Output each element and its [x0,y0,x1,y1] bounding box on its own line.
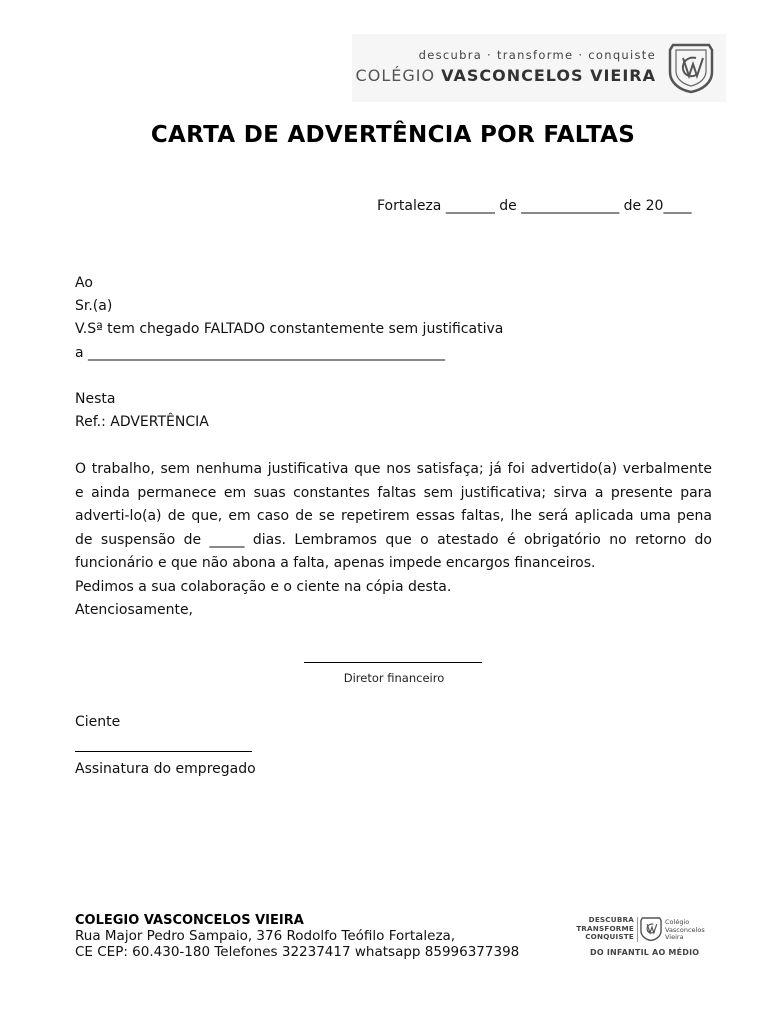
director-signature-label: Diretor financeiro [343,671,445,685]
closing-line: Atenciosamente, [75,602,194,618]
body-paragraph [75,458,712,623]
employee-signature-label: Assinatura do empregado [75,761,256,777]
logo-school-name [356,66,656,85]
shield-logo-icon [668,42,714,94]
footer-logo-name-line: Vasconcelos [665,925,705,934]
footer-logo-name-line: Colégio [665,918,690,926]
employee-signature-line [75,751,252,752]
body-line: funcionário e que não abona a falta, apenas impede encargos financeiros. [75,555,596,571]
footer-logo [566,912,716,962]
footer-address-line: Rua Major Pedro Sampaio, 376 Rodolfo Teófilo Fortaleza, [75,928,456,944]
header-logo [352,34,726,102]
address-line-ao: Ao [75,275,93,291]
body-line: de suspensão de _____ dias. Lembramos que o atestado é obrigatório no retorno do [75,531,712,548]
footer-address [75,928,519,960]
shield-logo-icon [640,916,662,942]
director-signature-line [304,662,482,663]
footer-logo-name-line: Vieira [665,933,684,942]
ciente-label: Ciente [75,714,121,730]
date-line: Fortaleza _______ de ______________ de 20____ [377,198,692,214]
body-line: e ainda permanece em suas constantes faltas sem justificativa; sirva a presente para [75,484,712,501]
ref-line-nesta: Nesta [75,391,116,407]
body-line: O trabalho, sem nenhuma justificativa que nos satisfaça; já foi advertido(a) verbalmente [75,461,712,477]
logo-tagline: descubra · transforme · conquiste [418,48,656,62]
footer-logo-tag: DESCUBRA [588,915,634,924]
body-line: adverti-lo(a) de que, em caso de se repetirem essas faltas, lhe será aplicada uma pena [75,508,712,524]
body-line: Pedimos a sua colaboração e o ciente na cópia desta. [75,578,452,595]
footer-logo-tagline [566,916,634,942]
page-title: CARTA DE ADVERTÊNCIA POR FALTAS [150,122,636,148]
ref-line-advertencia: Ref.: ADVERTÊNCIA [75,414,209,430]
address-line-statement: V.Sª tem chegado FALTADO constantemente sem justificativa [75,321,504,337]
address-line-sr: Sr.(a) [75,298,113,314]
footer-logo-name [665,919,705,942]
logo-school-main: VASCONCELOS VIEIRA [441,66,656,85]
address-line-blank: a ___________________________________________________ [75,345,446,361]
footer-address-line: CE CEP: 60.430-180 Telefones 32237417 whatsapp 85996377398 [75,944,520,960]
footer-logo-divider [637,917,638,942]
logo-school-prefix: COLÉGIO [355,66,436,85]
footer-school-name: COLEGIO VASCONCELOS VIEIRA [75,913,304,928]
footer-logo-tag: TRANSFORME [576,923,634,933]
footer-logo-levels: DO INFANTIL AO MÉDIO [590,948,700,957]
footer-logo-tag: CONQUISTE [585,932,634,942]
